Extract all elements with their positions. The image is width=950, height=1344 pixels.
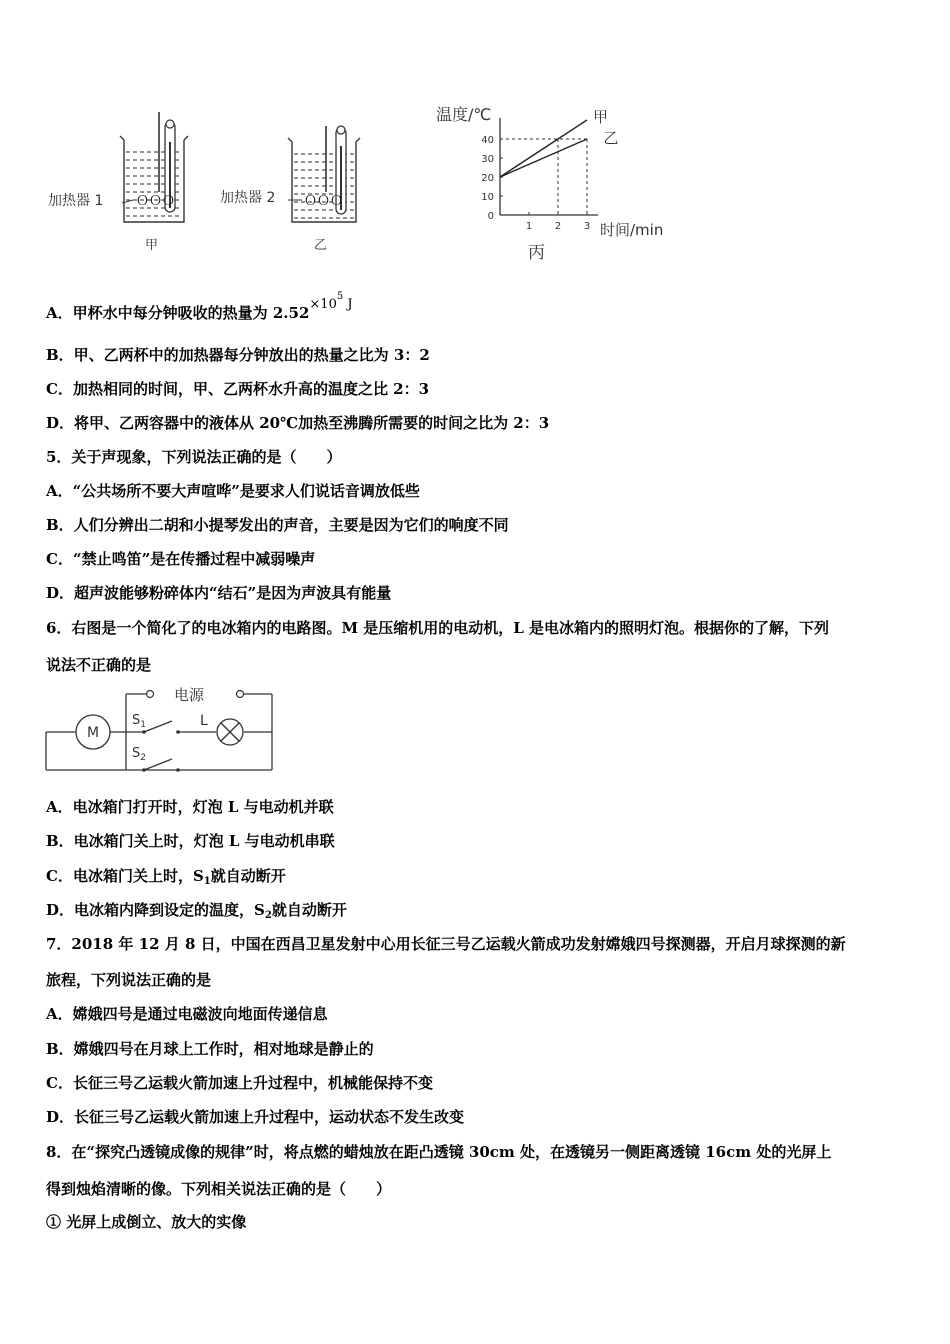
graph-xlabel: 时间/min (600, 221, 664, 239)
series-line-jia (500, 120, 587, 177)
beaker-jia-caption: 甲 (145, 238, 159, 253)
temperature-time-graph (430, 96, 680, 266)
series-label-yi: 乙 (603, 129, 619, 147)
beaker-jia-figure (44, 112, 204, 257)
beaker-yi-figure (216, 112, 376, 257)
x-tick-label-3: 3 (583, 221, 591, 232)
motor-label: M (86, 725, 100, 741)
switch-s1-label: $S_1$ (132, 713, 146, 730)
q4-option-a: A．甲杯水中每分钟吸收的热量为 $2.52\times 10^5$ J (46, 291, 353, 322)
heater-2-label: 加热器 2 (220, 190, 276, 206)
q7-option-c: C．长征三号乙运载火箭加速上升过程中，机械能保持不变 (46, 1074, 433, 1092)
q5-option-b: B．人们分辨出二胡和小提琴发出的声音，主要是因为它们的响度不同 (46, 516, 509, 534)
q4-option-c: C．加热相同的时间，甲、乙两杯水升高的温度之比 2：3 (46, 380, 430, 398)
q7-option-b: B．嫦娥四号在月球上工作时，相对地球是静止的 (46, 1040, 374, 1058)
q6-option-b: B．电冰箱门关上时，灯泡 L 与电动机串联 (46, 832, 335, 850)
y-tick-label-0: 0 (487, 211, 494, 222)
heater-1-label: 加热器 1 (48, 193, 104, 209)
x-tick-label-2: 2 (554, 221, 562, 232)
q7-option-a: A．嫦娥四号是通过电磁波向地面传递信息 (46, 1005, 328, 1023)
q5-option-c: C．“禁止鸣笛”是在传播过程中减弱噪声 (46, 550, 316, 568)
y-tick-label-20: 20 (481, 173, 494, 184)
q7-stem-line2: 旅程，下列说法正确的是 (46, 971, 212, 989)
q6-stem-line2: 说法不正确的是 (46, 656, 152, 674)
lamp-label: L (200, 713, 208, 729)
graph-ylabel: 温度/℃ (436, 105, 492, 124)
q5-option-d: D．超声波能够粉碎体内“结石”是因为声波具有能量 (46, 584, 392, 602)
graph-caption: 丙 (528, 243, 545, 263)
y-tick-label-40: 40 (481, 135, 494, 146)
power-source-label: 电源 (174, 686, 205, 704)
q5-option-a: A．“公共场所不要大声喧哗”是要求人们说话音调放低些 (46, 482, 420, 500)
q7-stem-line1: 7．2018 年 12 月 8 日，中国在西昌卫星发射中心用长征三号乙运载火箭成功发射嫦娥四号探测器，开启月球探测的新 (46, 935, 846, 953)
svg-text:ＯＯＯ: ＯＯＯ (136, 194, 176, 209)
switch-s2-label: $S_2$ (132, 746, 146, 763)
q7-option-d: D．长征三号乙运载火箭加速上升过程中，运动状态不发生改变 (46, 1108, 465, 1126)
y-tick-label-30: 30 (481, 154, 494, 165)
x-tick-label-1: 1 (525, 221, 533, 232)
svg-text:ＯＯＯ: ＯＯＯ (304, 194, 344, 209)
fridge-circuit-diagram (40, 682, 280, 774)
q8-stem-line2: 得到烛焰清晰的像。下列相关说法正确的是（ ） (46, 1180, 392, 1198)
q8-stem-line1: 8．在“探究凸透镜成像的规律”时，将点燃的蜡烛放在距凸透镜 30cm 处，在透镜另一侧距离透镜 16cm 处的光屏上 (46, 1143, 832, 1161)
beaker-yi-caption: 乙 (314, 238, 328, 253)
q6-stem-line1: 6．右图是一个简化了的电冰箱内的电路图。M 是压缩机用的电动机，L 是电冰箱内的照明灯泡。根据你的了解，下列 (46, 619, 830, 637)
y-tick-label-10: 10 (481, 192, 494, 203)
series-label-jia: 甲 (593, 108, 609, 126)
q4-option-b: B．甲、乙两杯中的加热器每分钟放出的热量之比为 3：2 (46, 346, 430, 364)
q6-option-d: D．电冰箱内降到设定的温度，$S_2$就自动断开 (46, 901, 347, 921)
q6-option-a: A．电冰箱门打开时，灯泡 L 与电动机并联 (46, 798, 334, 816)
q5-stem: 5．关于声现象，下列说法正确的是（ ） (46, 448, 342, 466)
q6-option-c: C．电冰箱门关上时，$S_1$就自动断开 (46, 867, 286, 887)
q4-option-d: D．将甲、乙两容器中的液体从 20℃加热至沸腾所需要的时间之比为 2：3 (46, 414, 550, 432)
series-line-yi (500, 139, 587, 177)
q8-item-1: ① 光屏上成倒立、放大的实像 (46, 1213, 247, 1231)
